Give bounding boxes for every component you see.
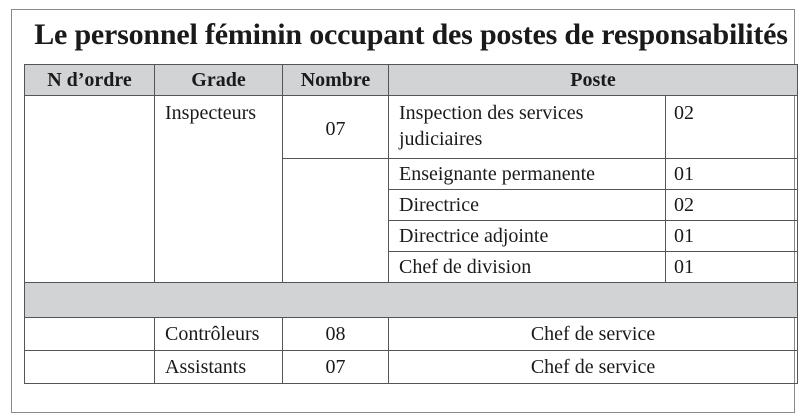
ordre-cell [25, 318, 155, 351]
poste-cell: Directrice adjointe [389, 221, 666, 252]
poste-cell: Directrice [389, 190, 666, 221]
grade-cell: Inspecteurs [155, 96, 283, 283]
nombre-empty-cell [283, 159, 389, 283]
poste-cell: Chef de service [389, 318, 798, 351]
table-title: Le personnel féminin occupant des postes de responsabilités [34, 18, 788, 51]
poste-cell: Inspection des services judiciaires [389, 96, 666, 159]
count-cell: 01 [666, 159, 798, 190]
ordre-cell [25, 351, 155, 384]
header-poste: Poste [389, 65, 798, 96]
separator-cell [25, 283, 798, 318]
nombre-cell: 08 [283, 318, 389, 351]
header-row [25, 65, 798, 96]
count-cell: 02 [666, 96, 798, 159]
header-ordre: N d’ordre [25, 65, 155, 96]
responsibilities-table [24, 64, 798, 384]
header-nombre: Nombre [283, 65, 389, 96]
grade-cell: Assistants [155, 351, 283, 384]
table-row [25, 96, 798, 159]
nombre-cell: 07 [283, 96, 389, 159]
grade-cell: Contrôleurs [155, 318, 283, 351]
count-cell: 02 [666, 190, 798, 221]
separator-row [25, 283, 798, 318]
poste-cell: Chef de division [389, 252, 666, 283]
poste-cell: Chef de service [389, 351, 798, 384]
header-grade: Grade [155, 65, 283, 96]
count-cell: 01 [666, 252, 798, 283]
count-cell: 01 [666, 221, 798, 252]
poste-cell: Enseignante permanente [389, 159, 666, 190]
table-row [25, 351, 798, 384]
ordre-cell [25, 96, 155, 283]
nombre-cell: 07 [283, 351, 389, 384]
table-row [25, 318, 798, 351]
